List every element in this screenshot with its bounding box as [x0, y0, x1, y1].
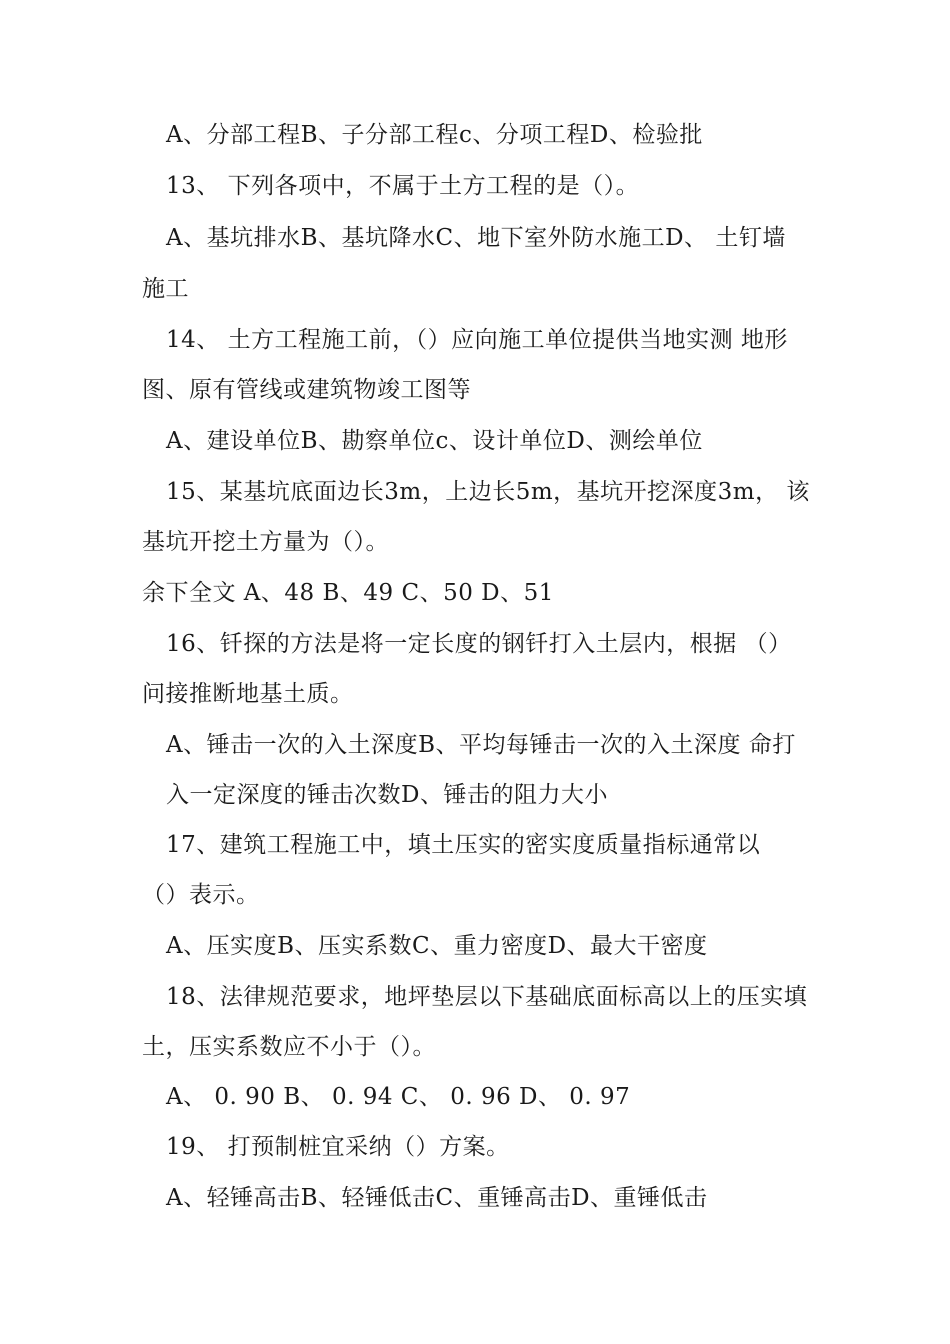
- text-line-q15-cont: 基坑开挖土方量为（）。: [142, 529, 389, 555]
- text-line-q17: 17、建筑工程施工中，填土压实的密实度质量指标通常以: [166, 832, 761, 858]
- text-line-q16: 16、钎探的方法是将一定长度的钢钎打入土层内，根据 （）: [166, 631, 792, 657]
- text-line-q12-options: A、分部工程B、子分部工程c、分项工程D、检验批: [166, 122, 703, 148]
- text-line-q16-options-cont: 入一定深度的锤击次数D、锤击的阻力大小: [166, 782, 608, 808]
- text-line-q16-options: A、锤击一次的入土深度B、平均每锤击一次的入土深度 命打: [166, 732, 796, 758]
- text-line-q18-cont: 土，压实系数应不小于（）。: [142, 1034, 436, 1060]
- text-line-q16-cont: 问接推断地基土质。: [142, 681, 354, 707]
- text-line-q19: 19、 打预制桩宜采纳（）方案。: [166, 1134, 510, 1160]
- text-line-q18-options: A、 0. 90 B、 0. 94 C、 0. 96 D、 0. 97: [166, 1084, 631, 1110]
- text-line-q13-options-cont: 施工: [142, 276, 189, 302]
- text-line-q14-options: A、建设单位B、勘察单位c、设计单位D、测绘单位: [166, 428, 703, 454]
- text-line-q15: 15、某基坑底面边长3m，上边长5m，基坑开挖深度3m， 该: [166, 479, 810, 505]
- text-line-q14-cont: 图、原有管线或建筑物竣工图等: [142, 377, 471, 403]
- text-line-q13-options: A、基坑排水B、基坑降水C、地下室外防水施工D、 土钉墙: [166, 225, 786, 251]
- text-line-q18: 18、法律规范要求，地坪垫层以下基础底面标高以上的压实填: [166, 984, 808, 1010]
- text-line-q19-options: A、轻锤高击B、轻锤低击C、重锤高击D、重锤低击: [166, 1185, 708, 1211]
- text-line-q14: 14、 土方工程施工前，（）应向施工单位提供当地实测 地形: [166, 327, 788, 353]
- text-line-q17-cont: （）表示。: [142, 882, 260, 908]
- text-line-q17-options: A、压实度B、压实系数C、重力密度D、最大干密度: [166, 933, 708, 959]
- text-line-q15-options: 余下全文 A、48 B、49 C、50 D、51: [142, 580, 554, 606]
- text-line-q13: 13、 下列各项中，不属于土方工程的是（）。: [166, 173, 640, 199]
